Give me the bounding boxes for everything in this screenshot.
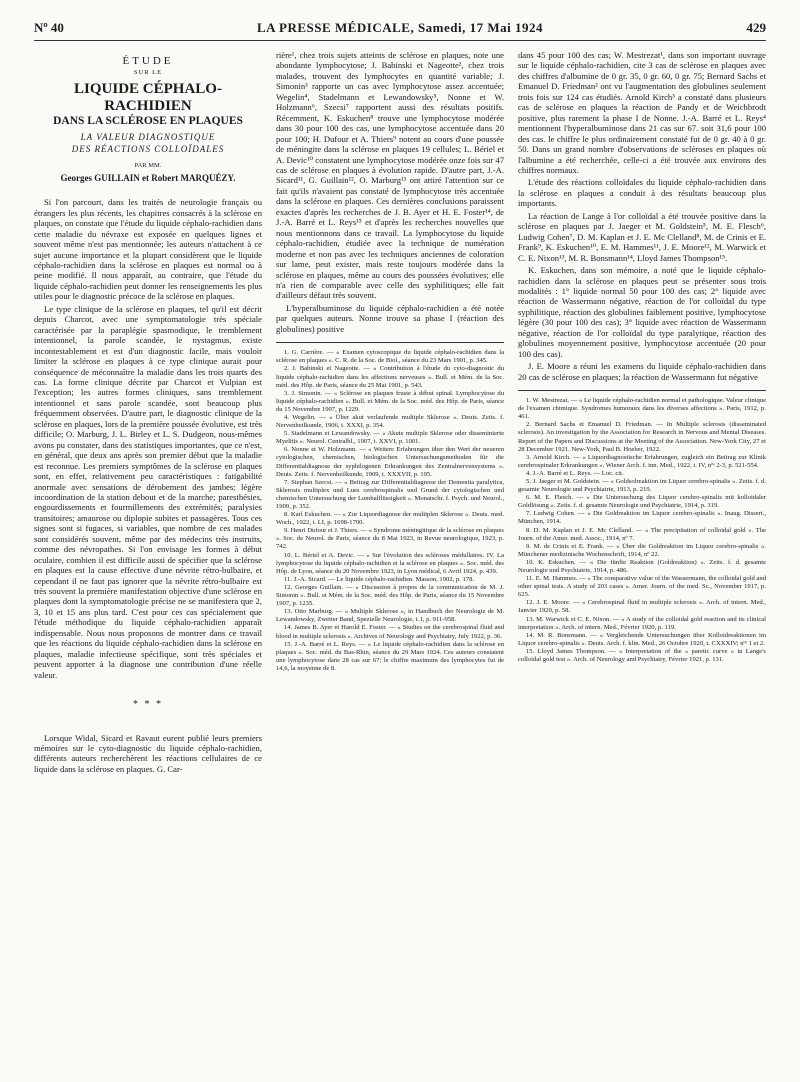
paragraph: L'hyperalbuminose du liquide céphalo-rachidien a été notée par quelques auteurs. Nonne trouve sa phase I (réaction des globulines) positive [276,302,504,334]
paragraph: rière¹, chez trois sujets atteints de sclérose en plaques, note une abondante lymphocytose; J. Babinski et Nageotte², chez trois malades, trouvent des lymphocytes en quantité variable; J. Simonin³ rapporte un cas avec lymphocytose assez accentuée; Wegelin⁴, Stadelmann et Lewandowsky⁵, Nonne et W. Holzmann⁶, Szecsi⁷ rapportent aussi des résultats positifs. Récemment, K. Eskuchen⁸ trouve une lymphocytose modérée dans 30 pour 100 des cas, une lymphocytose accentuée dans 20 pour 100; H. Dufour et A. Thiers⁹ notent au cours d'une poussée de méningite dans la sclérose en plaques 19 cellules; L. Bériel et A. Devic¹⁰ constatent une lymphocytose modérée onze fois sur 47 cas de sclérose en plaques à évolution rapide. D'autre part, J.-A. Sicard¹¹, G. Guillain¹², O. Marburg¹³ ont attiré l'attention sur ce fait qu'ils n'avaient pas constaté de lymphocytose très accentuée dans la sclérose en plaques. Ces dernières conclusions paraissent exactes d'après les recherches de J. B. Ayer et H. E. Foster¹⁴, de J.-A. Barré et L. Reys¹⁵ et d'après les recherches nouvelles que nous mentionnons dans ce travail. La lymphocytose du liquide céphalo-rachidien, étudiée avec la technique de numération moderne et non pas avec les techniques anciennes de coloration sur lame, peut exister, mais reste toujours modérée dans la sclérose en plaques, même au cours des poussées évolutives; elle n'a rien de comparable avec celle des syphilitiques; elle fait d'ailleurs défaut très souvent. [276,50,504,301]
article-heading [34,56,262,183]
journal-title: LA PRESSE MÉDICALE, Samedi, 17 Mai 1924 [256,20,544,35]
footnote: 3. J. Simonin. — « Sclérose en plaques fruste à début spinal. Lymphocytose du liquide céphalo-rachidien ». Bull. et Mém. de la Soc. méd. des Hôp. de Paris, séance du 15 Novembre 1907, p. 1229. [276,389,504,413]
column-2 [276,50,504,1070]
paragraph: L'étude des réactions colloïdales du liquide céphalo-rachidien dans la sclérose en plaques a conduit à des résultats beaucoup plus importants. [518,177,766,209]
footnote: 13. M. Warwick et C. E. Nixon. — « A study of the colloidal gold reaction and its clinical interpretation ». Arch. of intern. Med., Février 1920, p. 119. [518,615,766,631]
page-header [34,20,766,40]
paragraph: dans 45 pour 100 des cas; W. Mestrezat¹, dans son important ouvrage sur le liquide céphalo-rachidien, cite 3 cas de sclérose en plaques avec des chiffres d'albumine de 0 gr. 35, 0 gr. 60, 0 gr. 75; Bernard Sachs et Emanuel D. Friedman² ont vu l'augmentation des globulines seulement trois fois sur 124 cas étudiés. Arnold Kirch³ a constaté dans plusieurs cas de sclérose en plaques la réaction de Pandy et de Weichbrodt positive, plus rarement la phase I de Nonne. J.-A. Barré et L. Reys⁴ mentionnent l'hyperalbuminose dans 21 cas sur 67. soit 31,6 pour 100 des cas. le chiffre le plus ordinairement constaté fut de 0 gr. 40 à 0 gr. 50. Dans un grand nombre d'observations de scléroses en plaques où l'albumine a été recherchée, celle-ci a été trouvée aux environs des chiffres normaux. [518,50,766,175]
column-3 [518,50,766,1070]
footnote: 1. G. Carrière. — « Examen cytoscopique du liquide céphalo-rachidien dans la sclérose en plaques ». C. R. de la Soc. de Biol., séance du 23 Mars 1901, p. 345. [276,349,504,365]
footnote: 13. Otto Marburg. — « Multiple Sklerose », in Handbuch der Neurologie de M. Lewandowsky, Zweiter Band, Spezielle Neurologie, t. I, p. 911-958. [276,608,504,624]
paragraph: Lorsque Widal, Sicard et Ravaut eurent publié leurs premiers mémoires sur le cyto-diagnostic du liquide céphalo-rachidien, différents auteurs recherchèrent les réactions cellulaires de ce liquide dans la sclérose en plaques. G. Car- [34,732,262,774]
footnote-rule [276,342,504,343]
footnote: 7. Stephan Szecsi. — « Beitrag zur Differentialdiagnose der Dementia paralytica, Sklerosis multiplex und Lues cerebrospinalis und Grund der cytologischen und chemischen Untersuchung der Lumbalflüssigkeit ». Monatschr. f. Psych. und Neurol., 1909, p. 352. [276,478,504,511]
paragraph: J. E. Moore a réuni les examens du liquide céphalo-rachidien dans 20 cas de sclérose en plaques; la réaction de Wassermann fut négative [518,361,766,382]
article-subtitle2-line2: DES RÉACTIONS COLLOÏDALES [71,144,225,155]
footnote: 3. Arnold Kirch. — « Liquordiagnostische Erfahrungen, zugleich ein Beitrag zur Klinik cerebrospinaler Erkrankungen ». Wiener Arch. f. inn. Med., 1922, t. IV, nºˢ 2-3, p. 521-554. [518,453,766,469]
header-rule [34,40,766,41]
page-number-right: 429 [746,20,766,35]
page-number-left: Nº 40 [34,20,64,35]
footnote: 5. J. Jaeger et M. Goldstein. — « Goldsolreaktion im Liquor cerebro-spinalis ». Zeits. f. d. gesamte Neurologie und Psychiatrie, 1913, p. 219. [518,477,766,494]
footnote: 9. M. de Crinis et E. Frank. — « Über die Goldreaktion im Liquor cerebro-spinalis ». Münchener medizinische Wochenschrift, 1914, nº 22. [518,542,766,558]
paragraph: La réaction de Lange à l'or colloïdal a été trouvée positive dans la sclérose en plaques par J. Jaeger et M. Goldstein⁵, M. E. Flesch⁶, Ludwig Cohen⁷, D. M. Kaplan et J. E. Mc Clelland⁸, M. de Crinis et E. Frank⁹, K. Eskuchen¹⁰, E. M. Hammes¹¹, J. E. Moore¹², M. Warwick et C. E. Nixon¹³, M. R. Bonsmann¹⁴, Lloyd James Thompson¹⁵. [518,210,766,263]
footnote: 2. J. Babinski et Nageotte. — « Contribution à l'étude du cyto-diagnostic du liquide céphalo-rachidien dans les affections nerveuses ». Bull. et Mém. de la Soc. méd. des Hôp. de Paris, séance du 25 Mai 1901, p. 543. [276,365,504,389]
footnote: 14. James B. Ayer et Harold E. Foster. — « Studies on the cerebrospinal fluid and blood in multiple sclerosis ». Archives of Neurology and Psychiatry, July 1922, p. 36. [276,624,504,640]
footnotes [518,397,766,664]
footnote: 11. J.-A. Sicard. — Le liquide céphalo-rachidien. Masson, 1902, p. 178. [284,575,475,583]
footnote: 4. Wegelin. — « Über akut verlaufende multiple Sklerose ». Deuts. Zeits. f. Nervenheilkunde, 1906, t. XXXI, p. 354. [276,413,504,430]
footnote: 4. J.-A. Barré et L. Reys. — Loc. cit. [526,469,624,477]
footnote: 2. Bernard Sachs et Emanuel D. Friedman. — In Multiple sclerosis (disseminated sclerosis). An investigation by the Association for Research in Nervous and Mental Diseases. Report of the Papers and Discussions at the Meeting of the Association. New-York City, 27 et 28 December 1921. New-York, Paul B. Hoeber, 1922. [518,421,766,453]
article-subtitle: DANS LA SCLÉROSE EN PLAQUES [53,114,243,127]
footnote: 15. Lloyd James Thompson. — « Interpretation of the « paretic curve » in Lange's colloidal gold test ». Arch. of Neurology and Psychiatry, Février 1921, p. 131. [518,647,766,664]
footnote: 14. M. R. Bonsmann. — « Vergleichende Untersuchungen über Kolloidreaktionen im Liquor cerebro-spinalis ». Deuts. Arch. f. klin. Med., 26 Octobre 1920, t. CXXXIV; nºˢ 1 et 2. [518,631,766,647]
footnote: 15. J.-A. Barré et L. Reys. — « Le liquide céphalo-rachidien dans la sclérose en plaques ». Soc. méd. du Bas-Rhin, séance du 29 Mars 1924. Ces auteurs constatent une lymphocytose dans 28 cas sur 67; le chiffre maximum des lymphocytes fut de 14,6, la moyenne de 8. [276,640,504,672]
footnote: 9. Henri Dufour et J. Thiers. — « Syndrome méningitique de la sclérose en plaques ». Soc. de Neurol. de Paris, séance du 8 Mai 1923, in Revue neurologique, 1923, p. 742. [276,527,504,551]
footnote: 6. M. E. Flesch. — « Die Untersuchung des Liquor cerebro-spinalis mit kolloidaler Goldlösung ». Zeits. f. d. gesamte Neurologie und Psychiatrie, 1914, p. 319. [518,494,766,510]
footnotes [276,349,504,673]
article-title: LIQUIDE CÉPHALO-RACHIDIEN [74,80,222,114]
article-authors: Georges GUILLAIN et Robert MARQUÉZY. [60,172,236,183]
article-kicker-sub: SUR LE [133,69,163,77]
footnote-rule [518,390,766,391]
column-1 [34,50,262,1070]
footnote: 8. D. M. Kaplan et J. E. Mc Clelland. — « The precipitation of colloidal gold ». The Journ. of the Amer. med. Assoc., 1914, nº 7. [518,526,766,542]
section-separator: * * * [133,699,163,711]
footnote: 10. L. Bériel et A. Devic. — « Sur l'évolution des scléroses médullaires. IV. La lymphocytose du liquide céphalo-rachidien et la sclérose en plaques ». Soc. méd. des Hôp. de Lyon, séance du 20 Novembre 1923, in Lyon médical, 6 Avril 1924, p. 439. [276,551,504,575]
paragraph: K. Eskuchen, dans son mémoire, a noté que le liquide céphalo-rachidien dans la sclérose en plaques peut se présenter sous trois modalités : 1° liquide normal 50 pour 100 des cas; 2° liquide avec réaction de Wassermann négative, réaction de l'or colloïdal du type syphilitique, réaction des globulines faiblement positive, lymphocytose légère (30 pour 100 des cas); 3° liquide avec réaction de Wassermann négative, réaction de l'or colloïdal du type paralytique, réaction des globulines moyennement positive, lymphocytose accentuée (20 pour 100 des cas). [518,265,766,359]
footnote: 6. Nonne et W. Holzmann. — « Weitere Erfahrungen über den Wert der neueren cytologischen, chemischen, biologischen Untersuchungsmethoden für die Differentialdiagnose der syphilogenen Erkrankungen des Zentralnervensystems ». Deuts. Zeits. f. Nervenheilkunde, 1909, t. XXXVII, p. 195. [276,446,504,478]
footnote: 10. K. Eskuchen. — « Die fünfte Reaktion (Goldreaktion) ». Zeits. f. d. gesamte Neurologie und Psychiatrie, 1914, p. 486. [518,558,766,575]
article-kicker: ÉTUDE [122,55,174,67]
footnote: 11. E. M. Hammes. — « The comparative value of the Wassermann, the colloidal gold and other spinal tests. A study of 203 cases ». Amer. Journ. of the med. Sc., November 1917, p. 625. [518,575,766,599]
footnote: 12. Georges Guillain. — « Discussion à propos de la communication de M. J. Simonin ». Bull. et Mém. de la Soc. méd. des Hôp. de Paris, séance du 15 Novembre 1907, p. 1235. [276,583,504,608]
footnote: 7. Ludwig Cohen. — « Die Goldreaktion im Liquor cerebro-spinalis ». Inaug. Dissert., München, 1914. [518,510,766,526]
article-par: PAR MM. [134,162,162,170]
footnote: 8. Karl Eskuchen. — « Zur Liquordiagnose der multiplen Sklerose ». Deuts. med. Woch., 1922, t. LI, p. 1698-1700. [276,511,504,527]
paragraph: Le type clinique de la sclérose en plaques, tel qu'il est décrit depuis Charcot, avec une symptomatologie très spéciale caractérisée par la paraplégie spasmodique, le tremblement intentionnel, la parole scandée, le nystagmus, existe incontestablement et est d'un diagnostic facile, mais vouloir limiter la sclérose en plaques à ce type clinique aurait pour conséquence de méconnaître la maladie dans les trois quarts des cas. La forme clinique décrite par Charcot et Vulpian est l'exception; les autres formes cliniques, sans tremblement intentionnel et sans parole scandée, sont beaucoup plus fréquemment observées. D'autre part, le diagnostic clinique de la sclérose en plaques, lors de la première poussée évolutive, est très difficile; O. Marburg, J. L. Birley et L. S. Dudgeon, nous-mêmes avons pu constater, dans des statistiques importantes, que ce n'est, en général, que deux ans après son premier début que la maladie est reconnue. Les premiers symptômes de la sclérose en plaques sont, en effet, relativement peu caractéristiques : fatigabilité anormale avec sensations de dérobement des jambes; légère incoordination de la station debout et de la marche; paresthésies, engourdissements et fourmillements des extrémités; paralysies transitoires; amaurose ou diplopie subites et passagères. Tous ces signes sont si fugaces, si variables, que nombre de ces malades sont considérés souvent, même par des médecins très instruits, comme des névropathes. Si l'on envisage les formes à début oculaire, combien il est difficile aussi de spécifier que la sclérose en plaques est la cause effective d'une névrite rétro-bulbaire, et cependant il ne faut pas ignorer que la névrite rétro-bulbaire est très souvent la première manifestation objective d'une sclérose en plaques dont la symptomatologie précise ne se manifestera que 2, 3, 10 et 15 ans plus tard. C'est pour ces cas spécialement que l'étude méthodique du liquide céphalo-rachidien apparaît indispensable. Nous nous proposons de montrer dans ce travail que les réactions du liquide céphalo-rachidien dans la sclérose en plaques, maladie infectieuse spécifique, sont très spéciales et peuvent apporter à la diagnose une contribution d'une réelle valeur. [34,303,262,680]
footnote: 5. Stadelmann et Lewandowsky. — « Akute multiple Sklerose oder disseminierte Myelitis ». Neurol. Centralbl., 1907, t. XXVI, p. 1001. [276,430,504,446]
footnote: 12. J. E. Moore. — « Cerebrospinal fluid in multiple sclerosis ». Arch. of intern. Med., Janvier 1920, p. 58. [518,599,766,615]
paragraph: Si l'on parcourt, dans les traités de neurologie français ou étrangers les plus récents, les chapitres consacrés à la sclérose en plaques, on constate que l'étude du liquide céphalo-rachidien dans cette maladie du névraxe est exposée en quelques lignes et souvent même n'est pas mentionnée; les auteurs n'attachent à ce sujet aucune importance et la plupart considèrent que le liquide céphalo-rachidien dans la sclérose en plaques est normal ou à peine modifié. Il nous apparaît, au contraire, que l'étude du liquide céphalo-rachidien peut donner les renseignements les plus utiles pour le diagnostic précoce de la sclérose en plaques. [34,197,262,302]
article-subtitle2-line1: LA VALEUR DIAGNOSTIQUE [80,132,216,143]
footnote: 1. W. Mestrezat. — « Le liquide céphalo-rachidien normal et pathologique. Valeur clinique de l'examen chimique. Syndromes humoraux dans les diverses affections ». Paris, 1912, p. 461. [518,397,766,421]
